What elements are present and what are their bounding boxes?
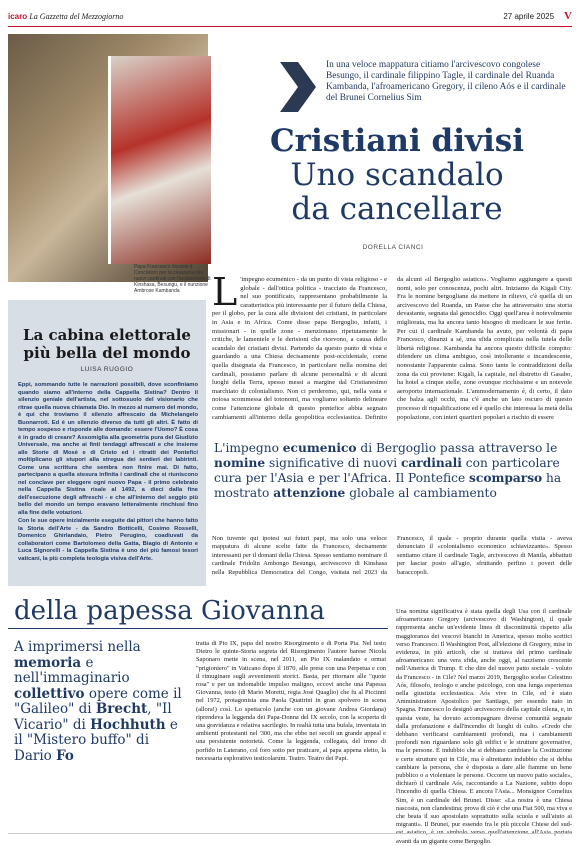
main-article-text: 'impegno ecumenico - da un punto di vista religioso - e globale - dall'ottica politica - tracciato da Francesco, nel suo pontificato, rappresentano probabilmente la caratteristica più interessante per il futuro della Chiesa, per il globo, per la cura alle divisioni dei cristiani, in particolare in Asia e in Africa. Come disse papa Bergoglio, infatti, i missionari - in quelle zone - menzionano ripetutamente le critiche, le lamentele e le derisioni che ricevono, a causa dello scandalo dei cristiani divisi. Partendo da questo punto di vista e guardando a una Chiesa decisamente post-occidentale, come quella disegnata da Francesco, in particolare nella nomina dei cardinali, possiamo parlare di alcune personalità e di alcuni luoghi della Terra, spesso messi a margine dal Cristianesimo marchiato di colonialismo. Non ci perderemo, qui, nella vana e noiosa scommessa del totonomi, ma vogliamo soltanto delineare come l'attenzione globale di questo pontefice abbia segnato cambiamenti all'interno della geopolitica ecclesiastica. Definito da alcuni «il Bergoglio asiatico». Vogliamo aggiungere a questi nomi, solo per conoscenza, pochi altri. Iniziamo da Kigali City. Fra le nomine bergogliane da mettere in rilievo, c'è quella di un arcivescovo del Ruanda, un Paese che ha attraversato una storia devastante, segnata dal genocidio. Oggi quell'area è notevolmente migliorata, ma ha ancora tanto bisogno di medicare le sue ferite. Per cui il cardinale Kambanda ha avuto, per volontà di papa Francesco, dinanzi a sé, una sfida complicata nella tutela delle libertà religiose. Kambanda ha ancora questo difficile compito: difendere un clima ambiguo, così intollerante e incandescente, nonostante l'apparente calma. Sono tante le contraddizioni della zona da cui proviene: Kigali, la capitale, nel distretto di Gasabo, ha hotel a cinque stelle, zone ovunque ricchissime e un notevole aeroporto internazionale. L'ammodernamento è, di certo, il dato che balza agli occhi, ma c'è anche un lato oscuro di questo processo di riqualificazione ed è quello che interessa la metà della popolazione, con interi quartieri popolari a rischio di essere (212, 276, 572, 421)
chevron-arrow-icon (280, 62, 316, 112)
quote-text: con particolare cura per l'Asia e per l'Africa. Il Pontefice (214, 456, 560, 485)
quote-text: significative di nuovi (265, 456, 401, 470)
section-rule (8, 628, 388, 629)
lead-bold: Fo (56, 747, 74, 764)
quote-bold: attenzione (273, 486, 346, 500)
lead-text: e il "Mistero buffo" di Dario (14, 716, 178, 764)
sidebar-paragraph: Eppi, sommando tutte le narrazioni possibili, dove sconfiniamo quando siamo all'interno della Cappella Sistina? Dentro il silenzio geniale dell'artista, nel sottosuolo del visionario che ritrae quella nuova chiamata Dio. In mezzo al numero del mondo, è qui che troviamo il silenzio affrescato da Michelangelo Buonarroti. Ed è un silenzio diverso da tutti gli altri. È fatto di tempo sospeso e risponde alle domande: essere l'Uomo? È cosa è in grado di creare? Assomiglia alla geometria pura del Giudizio Universale, ma anche ai finti tendaggi affrescati e che insieme alle Storie di Mosè e di Cristo ed i ritratti dei Pontefici moltiplicano gli stupori alla stregua dei sentieri dei labirinti. Come una scrittura che sembra non finire mai. Di fatto, partecipano a quella stesura infinita i cardinali che si riuniscono nel conclave per eleggere ogni nuovo Papa - il primo celebrato nella Cappella Sistina risale al 1492, a dieci dalla fine dell'esecuzione degli affreschi - e che all'interno del seggio più bello del mondo un tempo eravano letteralmente rinchiusi fino alla fine delle votazioni. (18, 382, 198, 516)
section-headline: della papessa Giovanna (14, 596, 325, 626)
drop-cap: L (212, 270, 238, 314)
section-logo: V (564, 10, 572, 22)
sidebar-headline-line-1: La cabina elettorale (23, 326, 191, 344)
header-rule (8, 26, 572, 27)
headline-line-3: da cancellare (291, 191, 503, 227)
lead-bold: Brecht (95, 701, 148, 717)
lead-text: e nell'immaginario (14, 654, 130, 686)
section-body (196, 640, 386, 816)
footer-rule (8, 833, 572, 834)
sidebar-byline: LUISA RUGGIO (80, 366, 134, 373)
lead-bold: collettivo (14, 685, 85, 702)
masthead-brand: icaro (8, 11, 28, 21)
main-headline (222, 124, 572, 226)
photo-pope-francis (108, 56, 211, 264)
quote-bold: nomine (214, 456, 266, 470)
lead-bold: memoria (14, 654, 82, 671)
sidebar-headline-line-2: più bella del mondo (23, 344, 191, 362)
masthead-subtitle: La Gazzetta del Mezzogiorno (29, 11, 124, 21)
main-byline: DORELLA CIANCI (362, 244, 424, 251)
quote-text: globale al cambiamento (345, 486, 497, 500)
lead-text: opere come il "Galileo" di (14, 685, 182, 717)
continuation-text: Non tuvente qui ipotesi sui futuri papi, ma solo una veloce mappatura di alcune scelte fatte da Francesco, decisamente interessanti per il domani della Chiesa. Spesso sentiamo nominare il cardinale Fridolin Ambongo Besungu, arcivescovo di Kinshasa nella Repubblica Democratica del Congo, visitata nel 2023 da Francesco, il quale - proprio durante quella visita - aveva denunciato il «colonialismo economico schiavizzante». Spesso sentiamo citare il cardinale Tagle, arcivescovo di Manila, abbattuti per lasciar posto all'agio, sfruttando perfino i poveri delle baraccopoli. (212, 535, 572, 576)
pull-quote (214, 441, 570, 501)
section-lead (14, 640, 184, 764)
quote-bold: ecumenico (282, 441, 357, 455)
headline-line-2: Uno scandalo (290, 157, 504, 193)
lead-bold: Hochhuth (90, 716, 166, 733)
main-article-body (212, 270, 572, 428)
photo-caption: Papa Francesco durante il Concistoro per la creazione dei nuovi cardinali con l'arcivescovo di Kinshasa, Besungu, e il nunzione Ambrose Kambanda (134, 264, 211, 294)
article-right-column: Una nomina significativa è stata quella degli Usa con il cardinale afroamericano Gregory (arcivescovo di Washington), il quale rappresenta anche un'evidente linea di discontinuità rispetto alla maggioranza dei vescovi bianchi in America, spesso molto scettici verso Francesco. Il Washington Post, all'elezione di Gregory, mise in evidenza, in più articoli, che si trattava del primo cardinale afroamericano: una vera sfida, anche oggi, al razzismo crescente nell'America di Trump. E che dire del nuovo patto sociale - voluto da Francesco - in Cile? Nel marzo 2019, Bergoglio scelse Celestino Aós, filosofo, teologo e anche psicologo, con una lunga esperienza nella giustizia ecclesiastica. Aós vive in Cile, ed è stato Amministratore Apostolico per Santiago, per essendo nato in Spagna. Francesco lo designò arcivescovo della capitale cilena, e, in questa veste, ha dovuto accompagnare diverse comunità segnate dalla profanazione e dall'incendio di luoghi di culto. «Credo che debbano verificarsi cambiamenti profondi, ma i cambiamenti profondi non riguardano solo gli edifici e le strutture governative, ma le persone. È indubbio che si debbano cambiare la Costituzione e certe strutture qui in Cile, ma è altrettanto indubbio che si debba cambiare la persona, che è disposta a dare alle fiamme un bene pubblico o a violentare le persone. Occorre un nuovo patto sociale», dichiarò il cardinale Aós, raccontando a La Nazione, subito dopo l'incendio di quella Chiesa. E ancora l'Asia... Monsignor Cornelius Sim, è un cardinale del Brunei. Disse: «La nostra è una Chiesa nascosta, non clandestina; prova di ciò è che una Fiat 500, ma viva e che beata il suo apostolato soprattutto sulla scuola e sull'aiuto ai migranti». Il Brunei, pur essendo fra le più piccole Chiese del sud- avanti da un gigante come Bergoglio. (396, 608, 572, 845)
quote-text: di Bergoglio passa attraverso le (356, 441, 558, 455)
sidebar-body (18, 382, 198, 564)
quote-bold: cardinali (400, 456, 462, 470)
lead-text: , "Il Vicario" di (14, 701, 172, 733)
sidebar-headline (8, 326, 206, 362)
intro-summary: In una veloce mappatura citiamo l'arcivescovo congolese Besungo, il cardinale filippino Tagle, il cardinale del Ruanda Kambanda, l'afroamericano Gregory, il cileno Aós e il cardinale del Brunei Cornelius Sim (326, 60, 566, 103)
page-header (8, 8, 572, 24)
quote-text: ha mostrato (214, 471, 562, 500)
quote-bold: scomparso (469, 471, 543, 485)
headline-line-1: Cristiani divisi (270, 123, 524, 159)
quote-text: L'impegno (214, 441, 283, 455)
sidebar-paragraph: Con le sue opere inizialmente eseguite dai pittori che hanno fatto la Storia dell'Arte - da Sandro Botticelli, Cosimo Rosselli, Domenico Ghirlandaio, Pietro Perugino, coadiuvati da collaboratori come Bartolomeo della Gatta, Biagio di Antonio e Luca Signorelli - la Cappella Sistina è uno dei più famosi tesori vaticani, la più completa teologia visiva dell'Arte. (18, 518, 198, 562)
masthead (8, 12, 123, 21)
issue-date: 27 aprile 2025 (503, 11, 555, 21)
section-body-text: tratta di Pio IX, papa del nostro Risorgimento e di Porta Pia. Nel testo Dietro le quinte-Storia segreta del Risorgimento l'autore barese Nicola Saponaro mette in scena, nel 2011, un Pio IX malandato e ormai "prigioniero" in Vaticano dopo il 1870, alle prese con una Perpetua e con il rimuginare sugli avvenimenti storici. Basta, per ritornare alle "quote rosa" e per un indomabile impulso maligno, eccovi anche una Papessa Giovanna, testo (di Mario Moretti, regia José Quaglio) che fu al Piccinni nel 1972, protagonista una Paola Quattrini in gran spolvero in scena (allora!) così. Lo spettacolo (anche con un giovane Andrea Giordana) riprendeva la leggenda dei Papa-Donna del IX secolo, con la scoperta di una gravidanza e relativa sacrilegio. In realtà tutta una bufala, inventata in ambienti protestanti nel '300, ma che ebbe nei secoli un grande appeal e una persistente notorietà. Come la leggenda, collegata, del trono di porfido in Laterano, col foro sotto per praticare, al papa appena eletto, la necessaria esplorativo testicolarum. Teatro. Teatro dei Papi. (196, 640, 386, 762)
lead-text: A imprimersi nella (14, 639, 141, 655)
